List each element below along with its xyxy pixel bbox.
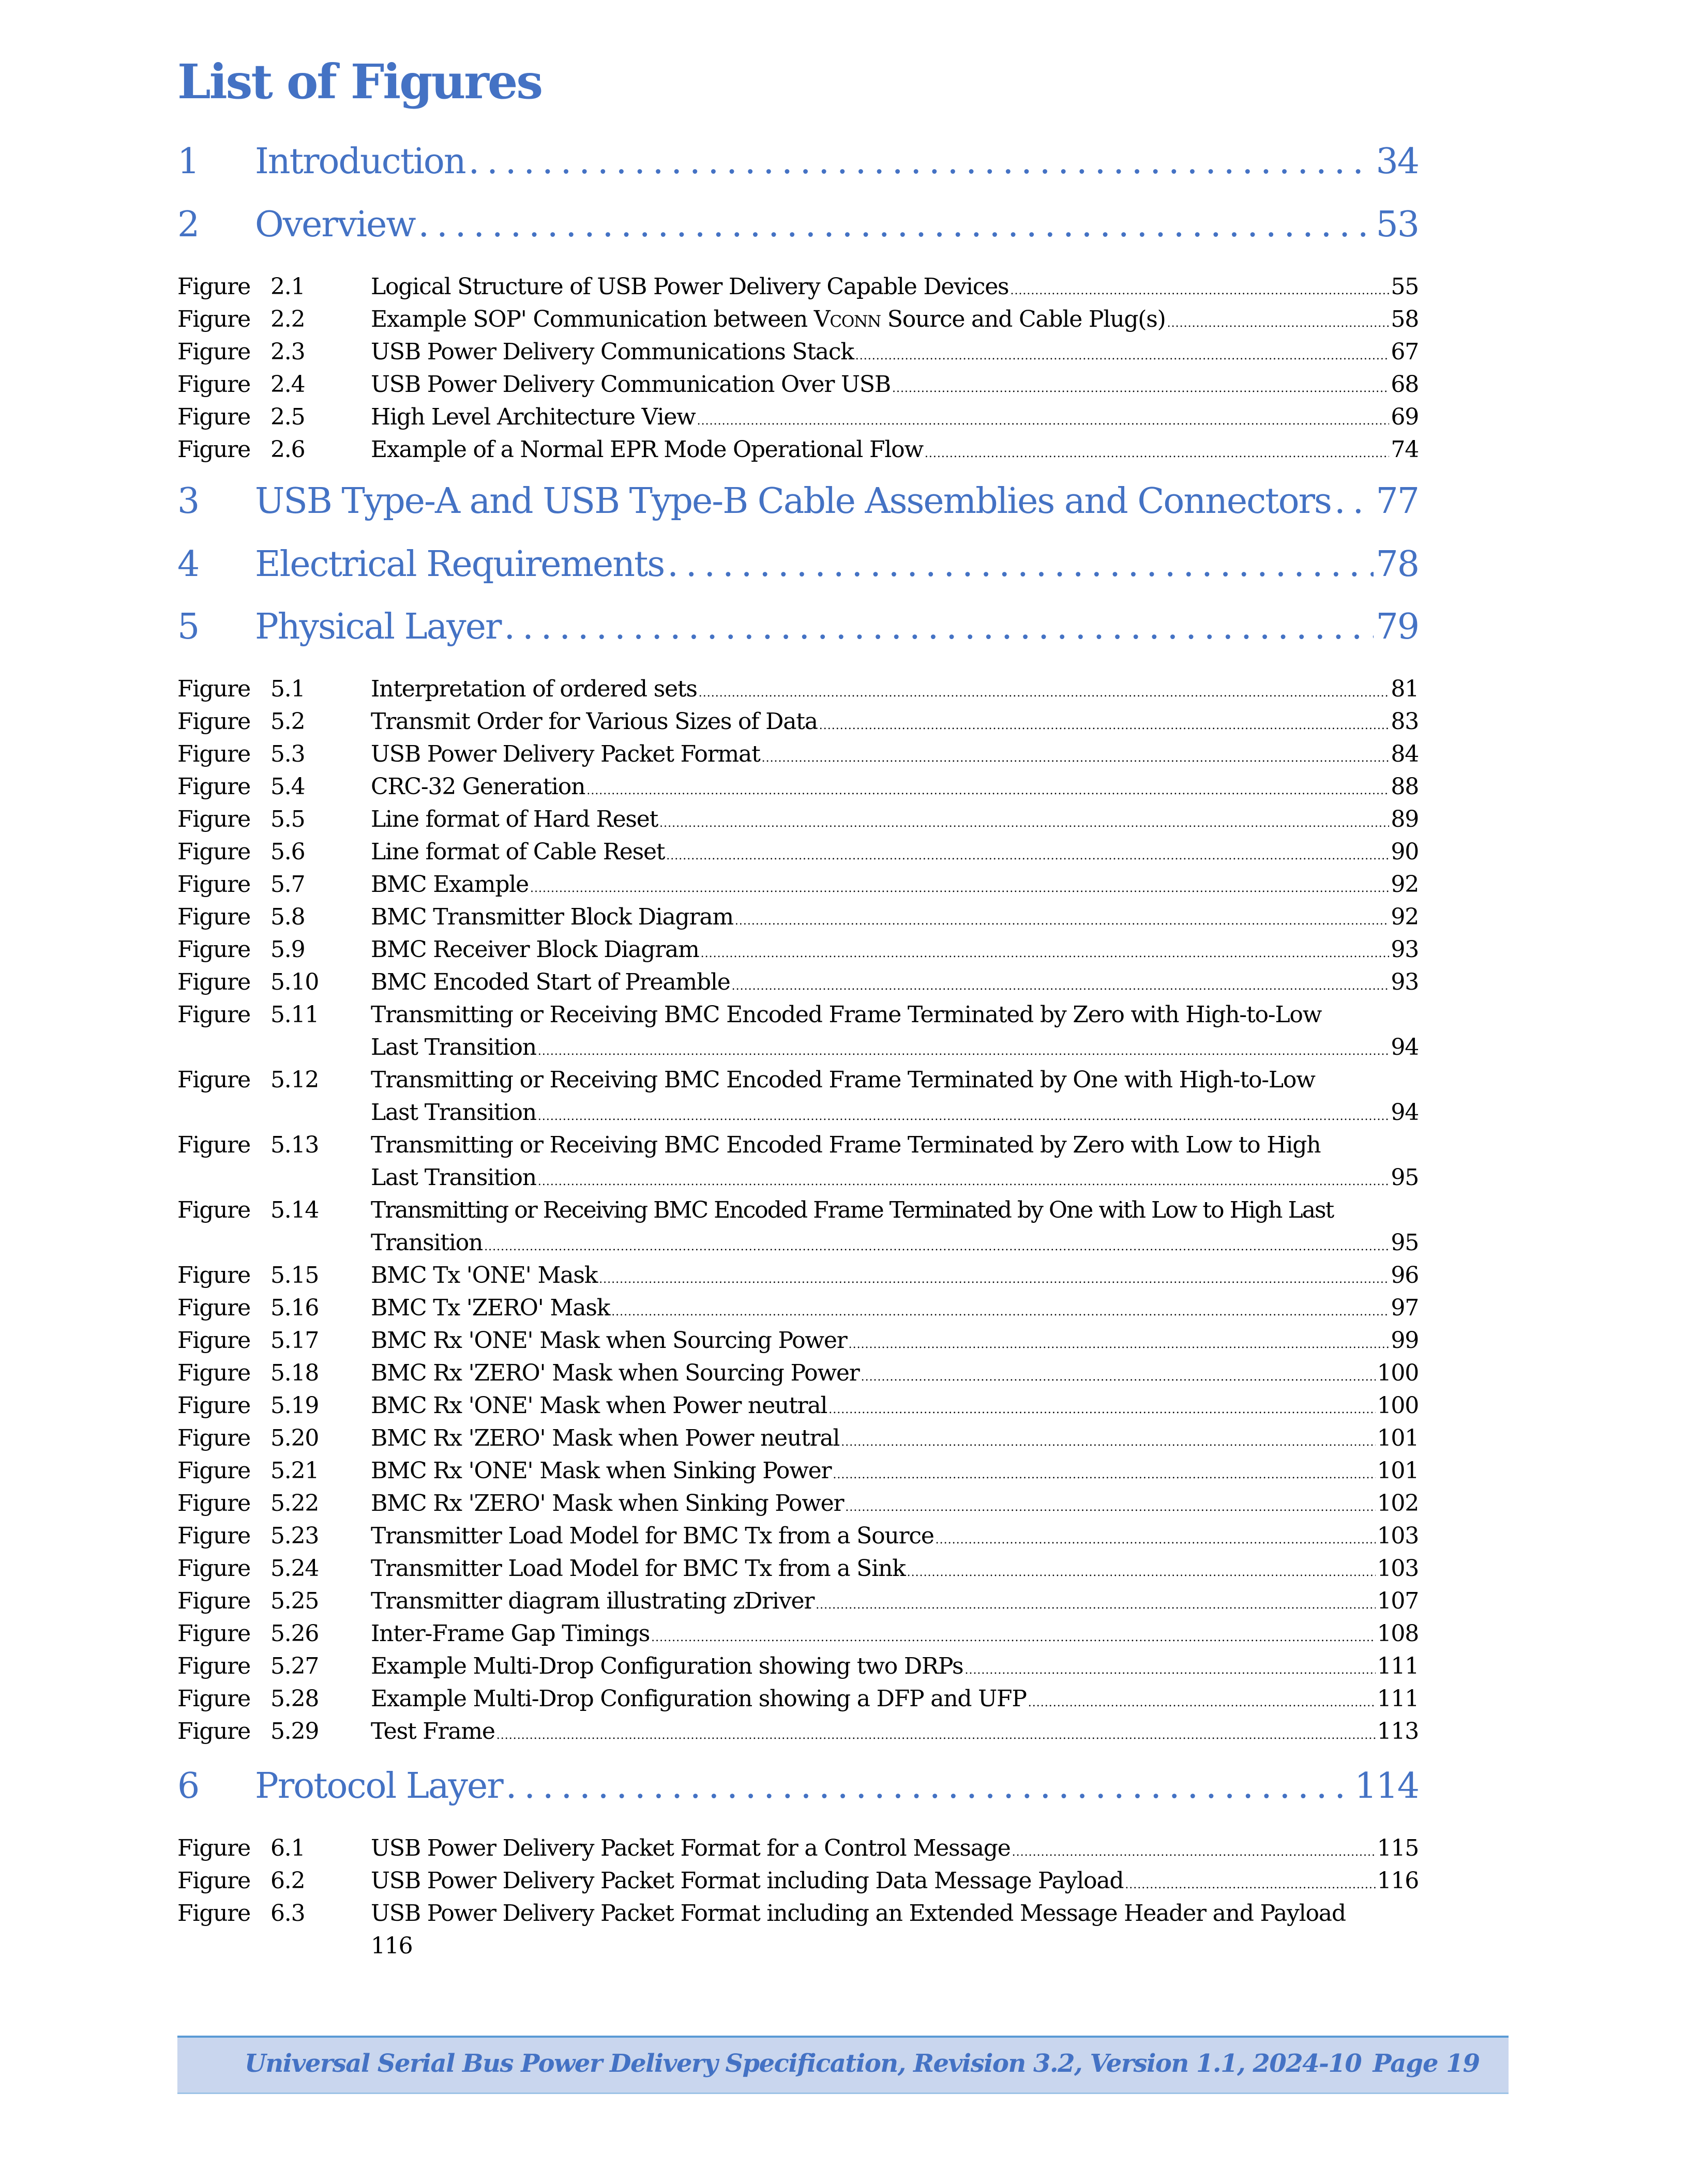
dot-leader [1012,1836,1376,1869]
figure-number: 2.3 [270,339,305,365]
toc-section-3[interactable] [177,478,1419,525]
figure-number: 5.20 [270,1425,319,1451]
figure-page: 93 [1391,936,1419,963]
footer-page-number: Page 19 [1373,2049,1480,2078]
dot-leader [907,1556,1376,1589]
figure-label: Figure [177,1392,250,1419]
figure-title: Logical Structure of USB Power Delivery Capable Devices [371,274,1009,300]
figure-label: Figure [177,1262,250,1288]
figure-page: 101 [1377,1425,1419,1451]
figure-title: BMC Rx 'ZERO' Mask when Sourcing Power [371,1360,860,1386]
figure-title: Line format of Hard Reset [371,806,658,832]
figure-title: Line format of Cable Reset [371,839,665,865]
figure-label: Figure [177,708,250,735]
dot-leader [762,742,1390,775]
section-page: 79 [1376,606,1419,647]
figure-title: Transmit Order for Various Sizes of Data [371,708,818,735]
figure-number: 5.2 [270,708,305,735]
figure-title: Transmitting or Receiving BMC Encoded Frame Terminated by Zero with Low to High [371,1132,1321,1158]
toc-section-5[interactable] [177,604,1419,650]
figure-number: 5.19 [270,1392,319,1419]
figure-label: Figure [177,936,250,963]
figure-label: Figure [177,1868,250,1894]
figure-page: 102 [1377,1490,1419,1516]
figure-title: CRC-32 Generation [371,774,585,800]
section-title: Physical Layer [255,606,501,647]
figure-label: Figure [177,306,250,332]
figure-title: BMC Rx 'ONE' Mask when Sinking Power [371,1458,832,1484]
figure-label: Figure [177,1002,250,1028]
figure-label: Figure [177,1523,250,1549]
figure-label: Figure [177,1327,250,1354]
figure-title: BMC Encoded Start of Preamble [371,969,730,995]
figure-page: 94 [1391,1099,1419,1126]
dot-leader [845,1491,1375,1524]
figure-label: Figure [177,806,250,832]
figure-number: 5.13 [270,1132,319,1158]
dot-leader [1334,478,1374,525]
dot-leader [697,405,1390,437]
figure-page: 116 [371,1933,413,1959]
dot-leader [538,1035,1390,1068]
figure-label: Figure [177,1900,250,1927]
figure-number: 2.6 [270,436,305,463]
section-number: 5 [177,606,199,647]
figure-title: USB Power Delivery Packet Format including an Extended Message Header and Payload [371,1900,1346,1927]
figure-page: 103 [1377,1555,1419,1582]
figure-label: Figure [177,741,250,767]
dot-leader [855,340,1390,372]
figure-number: 5.28 [270,1686,319,1712]
figure-label: Figure [177,404,250,430]
figure-title: Test Frame [371,1718,495,1745]
figure-page: 107 [1377,1588,1419,1614]
dot-leader [699,677,1390,709]
section-title: Electrical Requirements [255,544,665,585]
dot-leader [735,905,1389,937]
figure-number: 5.9 [270,936,305,963]
dot-leader [841,1426,1375,1459]
dot-leader [496,1719,1376,1752]
figure-page: 68 [1391,371,1419,398]
figure-page: 103 [1377,1523,1419,1549]
figure-label: Figure [177,1458,250,1484]
figure-number: 5.17 [270,1327,319,1354]
figure-number: 5.7 [270,871,305,898]
figure-title: BMC Rx 'ONE' Mask when Power neutral [371,1392,827,1419]
figure-label: Figure [177,774,250,800]
dot-leader [469,139,1374,185]
figure-label: Figure [177,436,250,463]
figure-title: BMC Receiver Block Diagram [371,936,699,963]
dot-leader [538,1100,1390,1133]
figure-title: Transmitting or Receiving BMC Encoded Frame Terminated by One with Low to High Last [371,1197,1334,1223]
dot-leader [1125,1869,1375,1901]
figure-page: 92 [1391,871,1419,898]
dot-leader [1028,1687,1376,1719]
figure-page: 93 [1391,969,1419,995]
dot-leader [1010,275,1389,307]
figure-label: Figure [177,1425,250,1451]
dot-leader [599,1263,1389,1296]
dot-leader [816,1589,1375,1621]
figure-number: 5.24 [270,1555,319,1582]
figure-title: Example Multi-Drop Configuration showing two DRPs [371,1653,963,1679]
figure-number: 5.8 [270,904,305,930]
figure-number: 5.5 [270,806,305,832]
figure-number: 5.27 [270,1653,319,1679]
figure-page: 74 [1391,436,1419,463]
section-page: 53 [1376,204,1419,245]
dot-leader [586,775,1389,807]
figure-number: 5.22 [270,1490,319,1516]
figure-number: 5.4 [270,774,305,800]
figure-number: 5.3 [270,741,305,767]
figure-title: BMC Example [371,871,529,898]
figure-page: 101 [1377,1458,1419,1484]
dot-leader [732,970,1390,1003]
figure-number: 2.5 [270,404,305,430]
figure-page: 84 [1391,741,1419,767]
figure-number: 5.29 [270,1718,319,1745]
figure-title: BMC Rx 'ZERO' Mask when Sinking Power [371,1490,844,1516]
figure-label: Figure [177,1653,250,1679]
dot-leader [925,437,1389,470]
figure-title: Example Multi-Drop Configuration showing a DFP and UFP [371,1686,1027,1712]
figure-number: 6.2 [270,1868,305,1894]
figure-label: Figure [177,1132,250,1158]
figure-title: USB Power Delivery Communications Stack [371,339,854,365]
figure-label: Figure [177,1067,250,1093]
figure-label: Figure [177,1360,250,1386]
figure-page: 108 [1377,1620,1419,1647]
figure-page: 113 [1377,1718,1419,1745]
figure-title: BMC Tx 'ZERO' Mask [371,1295,610,1321]
page-footer [177,2036,1509,2094]
dot-leader [667,541,1374,588]
figure-number: 5.25 [270,1588,319,1614]
figure-page: 116 [1377,1868,1419,1894]
figure-label: Figure [177,1718,250,1745]
dot-leader [701,937,1390,970]
section-page: 34 [1376,141,1419,182]
figure-title: Transmitting or Receiving BMC Encoded Frame Terminated by One with High-to-Low [371,1067,1315,1093]
figure-label: Figure [177,274,250,300]
figure-title-continued: Last Transition [371,1164,536,1191]
section-title: Introduction [255,141,465,182]
toc-section-1[interactable] [177,139,1419,185]
dot-leader [819,709,1390,742]
toc-section-4[interactable] [177,541,1419,588]
dot-leader [659,807,1389,840]
figure-page: 92 [1391,904,1419,930]
figure-title: Transmitter diagram illustrating zDriver [371,1588,815,1614]
figure-number: 5.15 [270,1262,319,1288]
figure-label: Figure [177,839,250,865]
figure-page: 67 [1391,339,1419,365]
figure-page: 69 [1391,404,1419,430]
figure-title: USB Power Delivery Packet Format [371,741,760,767]
dot-leader [1167,307,1390,340]
figure-page: 55 [1391,274,1419,300]
figure-number: 6.3 [270,1900,305,1927]
section-number: 6 [177,1766,199,1807]
figure-label: Figure [177,1490,250,1516]
section-page: 78 [1376,544,1419,585]
figure-title-continued: Last Transition [371,1099,536,1126]
figure-label: Figure [177,1295,250,1321]
figure-number: 5.11 [270,1002,319,1028]
dot-leader [530,872,1389,905]
figure-page: 81 [1391,676,1419,702]
figure-title: BMC Rx 'ONE' Mask when Sourcing Power [371,1327,847,1354]
figure-title: BMC Transmitter Block Diagram [371,904,733,930]
figure-page: 90 [1391,839,1419,865]
figure-page: 111 [1377,1653,1419,1679]
dot-leader [861,1361,1376,1393]
figure-page: 111 [1377,1686,1419,1712]
figure-number: 5.23 [270,1523,319,1549]
figure-label: Figure [177,1197,250,1223]
figure-page: 58 [1391,306,1419,332]
dot-leader [506,1763,1352,1810]
figure-label: Figure [177,1555,250,1582]
section-title: Protocol Layer [255,1766,503,1807]
figure-page: 97 [1391,1295,1419,1321]
figure-page: 99 [1391,1327,1419,1354]
figure-page: 83 [1391,708,1419,735]
dot-leader [418,202,1374,248]
dot-leader [484,1231,1389,1263]
figure-page: 94 [1391,1034,1419,1060]
figure-title: BMC Rx 'ZERO' Mask when Power neutral [371,1425,840,1451]
figure-number: 2.4 [270,371,305,398]
footer-spec-title: Universal Serial Bus Power Delivery Specification, Revision 3.2, Version 1.1, 2024-10 [245,2049,1362,2078]
figure-number: 5.1 [270,676,305,702]
section-number: 4 [177,544,199,585]
figure-page: 100 [1377,1360,1419,1386]
figure-title: Transmitter Load Model for BMC Tx from a Source [371,1523,934,1549]
figure-number: 5.26 [270,1620,319,1647]
section-number: 3 [177,481,199,522]
dot-leader [666,840,1389,872]
figure-number: 5.18 [270,1360,319,1386]
figure-title-continued: Last Transition [371,1034,536,1060]
figure-label: Figure [177,371,250,398]
figure-number: 5.21 [270,1458,319,1484]
figure-title: BMC Tx 'ONE' Mask [371,1262,598,1288]
figure-label: Figure [177,676,250,702]
figure-title-continued: Transition [371,1230,483,1256]
figure-label: Figure [177,1835,250,1861]
figure-number: 5.6 [270,839,305,865]
figure-number: 5.16 [270,1295,319,1321]
dot-leader [651,1621,1375,1654]
figure-title: Interpretation of ordered sets [371,676,697,702]
figure-number: 5.10 [270,969,319,995]
figure-number: 5.12 [270,1067,319,1093]
figure-title: USB Power Delivery Communication Over USB [371,371,891,398]
dot-leader [538,1165,1390,1198]
figure-title: USB Power Delivery Packet Format including Data Message Payload [371,1868,1124,1894]
figure-number: 2.2 [270,306,305,332]
figure-page: 89 [1391,806,1419,832]
figure-title: Example SOP' Communication between Vconn Source and Cable Plug(s) [371,306,1166,332]
dot-leader [833,1459,1375,1491]
figure-page: 95 [1391,1164,1419,1191]
figure-label: Figure [177,871,250,898]
figure-label: Figure [177,339,250,365]
dot-leader [892,372,1389,405]
page-title: List of Figures [177,54,542,110]
figure-label: Figure [177,969,250,995]
figure-number: 2.1 [270,274,305,300]
figure-title: Example of a Normal EPR Mode Operational Flow [371,436,923,463]
figure-label: Figure [177,1588,250,1614]
figure-label: Figure [177,1620,250,1647]
section-title: Overview [255,204,415,245]
figure-title: USB Power Delivery Packet Format for a Control Message [371,1835,1011,1861]
dot-leader [964,1654,1375,1687]
figure-title: Transmitting or Receiving BMC Encoded Frame Terminated by Zero with High-to-Low [371,1002,1322,1028]
dot-leader [504,604,1374,650]
section-page: 114 [1354,1766,1419,1807]
figure-page: 96 [1391,1262,1419,1288]
figure-title: High Level Architecture View [371,404,696,430]
figure-number: 5.14 [270,1197,319,1223]
figure-number: 6.1 [270,1835,305,1861]
dot-leader [828,1393,1375,1426]
figure-page: 115 [1377,1835,1419,1861]
figure-page: 95 [1391,1230,1419,1256]
figure-label: Figure [177,1686,250,1712]
figure-title: Transmitter Load Model for BMC Tx from a Sink [371,1555,906,1582]
dot-leader [611,1296,1389,1328]
toc-section-6[interactable] [177,1763,1419,1810]
section-number: 2 [177,204,199,245]
figure-page: 100 [1377,1392,1419,1419]
figure-title: Inter-Frame Gap Timings [371,1620,650,1647]
toc-section-2[interactable] [177,202,1419,248]
figure-page: 88 [1391,774,1419,800]
dot-leader [936,1524,1376,1556]
figure-label: Figure [177,904,250,930]
section-page: 77 [1376,481,1419,522]
section-number: 1 [177,141,199,182]
section-title: USB Type-A and USB Type-B Cable Assemblies and Connectors [255,481,1331,522]
dot-leader [849,1328,1390,1361]
